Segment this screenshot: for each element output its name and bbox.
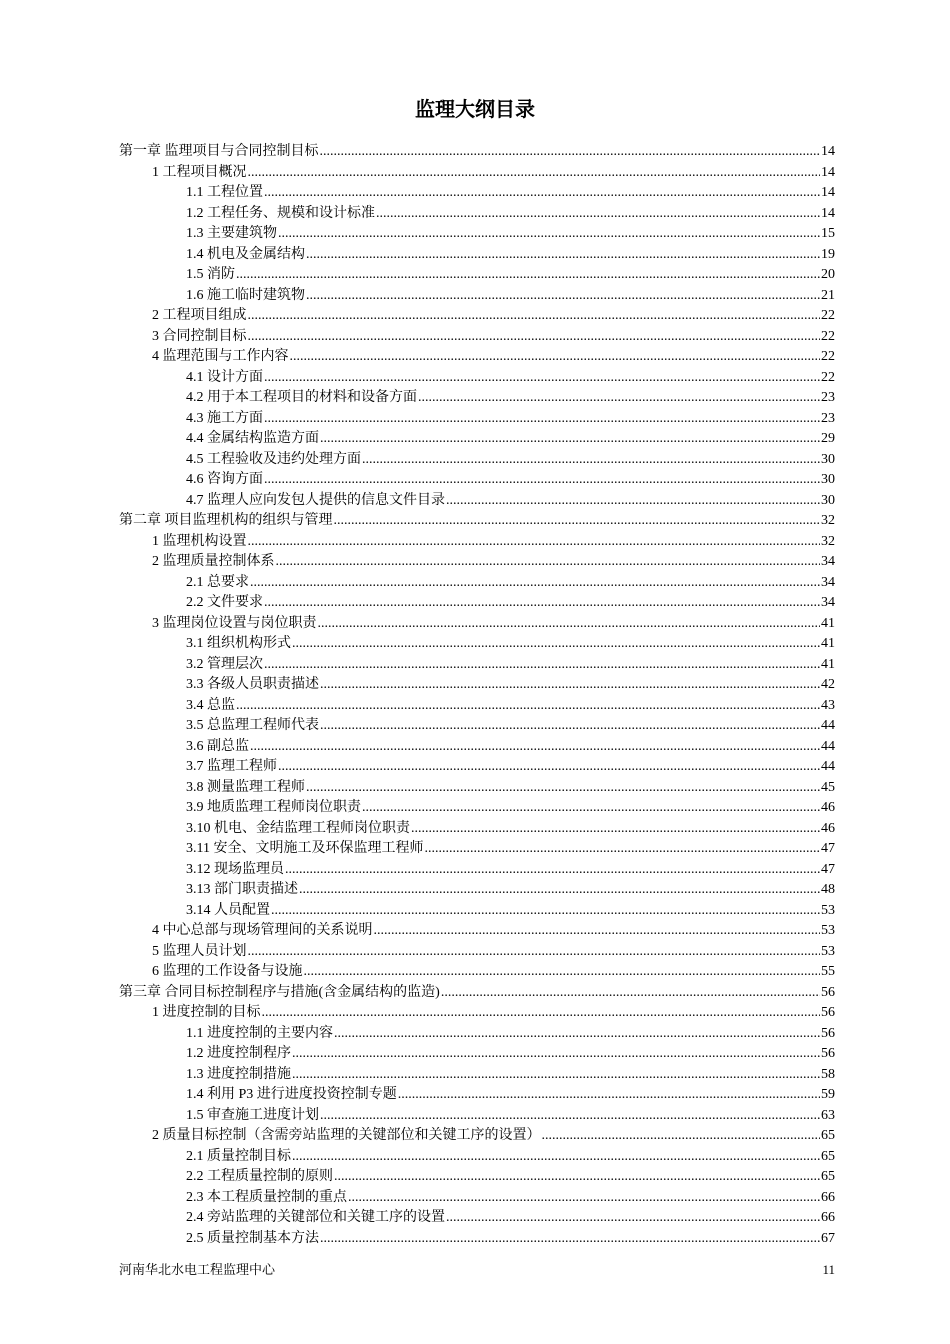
toc-entry-title: 2.1 质量控制目标 — [186, 1148, 291, 1164]
toc-entry-title: 2.1 总要求 — [186, 574, 249, 590]
footer-page-number: 11 — [822, 1262, 835, 1277]
toc-entry-title: 1.3 主要建筑物 — [186, 226, 277, 241]
toc-entry-page: 30 — [821, 472, 835, 487]
toc-entry-page: 56 — [821, 1025, 835, 1041]
toc-entry-title: 2 工程项目组成 — [152, 308, 247, 323]
toc-entry-page: 63 — [821, 1107, 835, 1123]
toc-entry-page: 67 — [821, 1230, 835, 1246]
toc-entry[interactable] — [119, 634, 835, 655]
toc-dot-leader — [320, 675, 820, 696]
toc-entry[interactable] — [119, 347, 835, 368]
page-title: 监理大纲目录 — [415, 97, 535, 121]
toc-entry[interactable] — [119, 696, 835, 717]
toc-entry-title: 3.8 测量监理工程师 — [186, 779, 305, 795]
toc-entry-title: 3.10 机电、金结监理工程师岗位职责 — [186, 820, 410, 836]
toc-entry-title: 1.5 审查施工进度计划 — [186, 1107, 319, 1123]
toc-entry-title: 3.12 现场监理员 — [186, 861, 284, 877]
toc-dot-leader — [248, 942, 821, 963]
toc-entry[interactable] — [119, 1167, 835, 1188]
toc-entry-title: 1 监理机构设置 — [152, 533, 247, 549]
toc-entry[interactable] — [119, 183, 835, 204]
toc-entry-title: 第一章 监理项目与合同控制目标 — [119, 144, 319, 159]
toc-entry[interactable] — [119, 655, 835, 676]
toc-entry-title: 3.11 安全、文明施工及环保监理工程师 — [186, 841, 424, 856]
toc-dot-leader — [248, 163, 821, 184]
toc-entry-page: 23 — [821, 410, 835, 426]
toc-entry[interactable] — [119, 1024, 835, 1045]
toc-entry[interactable] — [119, 860, 835, 881]
toc-entry-title: 1.1 进度控制的主要内容 — [186, 1025, 333, 1041]
toc-dot-leader — [248, 327, 821, 348]
toc-entry-page: 65 — [821, 1169, 835, 1184]
toc-entry-page: 56 — [821, 984, 835, 1000]
toc-dot-leader — [411, 819, 820, 840]
toc-entry-title: 1 进度控制的目标 — [152, 1005, 261, 1020]
toc-entry[interactable] — [119, 1044, 835, 1065]
toc-dot-leader — [306, 778, 820, 799]
toc-dot-leader — [290, 347, 821, 368]
toc-entry[interactable] — [119, 204, 835, 225]
toc-entry[interactable] — [119, 593, 835, 614]
toc-entry-page: 32 — [821, 513, 835, 528]
toc-entry[interactable] — [119, 1208, 835, 1229]
toc-entry[interactable] — [119, 839, 835, 860]
toc-entry-page: 22 — [821, 369, 835, 385]
toc-dot-leader — [285, 860, 820, 881]
toc-dot-leader — [334, 1024, 820, 1045]
toc-dot-leader — [334, 1167, 820, 1188]
toc-dot-leader — [276, 552, 821, 573]
toc-entry-page: 53 — [821, 923, 835, 938]
toc-entry-title: 1.4 机电及金属结构 — [186, 246, 305, 262]
toc-entry-page: 44 — [821, 759, 835, 774]
toc-entry[interactable] — [119, 819, 835, 840]
toc-entry-title: 1.4 利用 P3 进行进度投资控制专题 — [186, 1087, 397, 1102]
toc-dot-leader — [250, 737, 820, 758]
toc-entry[interactable] — [119, 429, 835, 450]
toc-entry-page: 53 — [821, 902, 835, 918]
toc-entry[interactable] — [119, 942, 835, 963]
toc-dot-leader — [264, 593, 820, 614]
toc-entry-title: 2.5 质量控制基本方法 — [186, 1230, 319, 1246]
toc-dot-leader — [320, 716, 820, 737]
toc-entry-page: 56 — [821, 1046, 835, 1061]
toc-dot-leader — [398, 1085, 820, 1106]
toc-entry[interactable] — [119, 757, 835, 778]
toc-entry-page: 14 — [821, 205, 835, 221]
toc-entry-page: 45 — [821, 779, 835, 795]
toc-entry-title: 4.1 设计方面 — [186, 369, 263, 385]
toc-entry-page: 29 — [821, 431, 835, 446]
toc-entry[interactable] — [119, 327, 835, 348]
toc-dot-leader — [418, 388, 820, 409]
toc-entry-title: 4 监理范围与工作内容 — [152, 349, 289, 364]
toc-entry[interactable] — [119, 1065, 835, 1086]
toc-entry[interactable] — [119, 1126, 835, 1147]
toc-entry[interactable] — [119, 1106, 835, 1127]
toc-dot-leader — [362, 798, 820, 819]
toc-entry[interactable] — [119, 470, 835, 491]
toc-entry[interactable] — [119, 1003, 835, 1024]
toc-entry[interactable] — [119, 573, 835, 594]
toc-dot-leader — [292, 1147, 820, 1168]
toc-dot-leader — [320, 142, 821, 163]
toc-entry[interactable] — [119, 245, 835, 266]
toc-entry-title: 3.13 部门职责描述 — [186, 882, 298, 897]
toc-entry[interactable] — [119, 450, 835, 471]
toc-entry[interactable] — [119, 716, 835, 737]
toc-entry-title: 2.2 文件要求 — [186, 595, 263, 610]
toc-dot-leader — [446, 1208, 820, 1229]
toc-entry[interactable] — [119, 163, 835, 184]
toc-entry-page: 19 — [821, 246, 835, 262]
toc-entry-title: 3.6 副总监 — [186, 738, 249, 754]
toc-entry-title: 1.5 消防 — [186, 267, 235, 282]
toc-entry-title: 4.2 用于本工程项目的材料和设备方面 — [186, 390, 417, 405]
toc-dot-leader — [320, 1106, 820, 1127]
footer-organization: 河南华北水电工程监理中心 — [119, 1262, 276, 1277]
toc-entry-title: 4.6 咨询方面 — [186, 472, 263, 487]
table-of-contents — [119, 142, 835, 1249]
toc-entry[interactable] — [119, 286, 835, 307]
toc-dot-leader — [264, 368, 820, 389]
toc-entry-page: 20 — [821, 267, 835, 282]
toc-entry-title: 3 合同控制目标 — [152, 328, 247, 344]
toc-entry[interactable] — [119, 1229, 835, 1250]
toc-dot-leader — [318, 614, 821, 635]
toc-entry-page: 23 — [821, 390, 835, 405]
toc-entry-page: 47 — [821, 861, 835, 877]
toc-entry-title: 第三章 合同目标控制程序与措施(含金属结构的监造) — [119, 984, 440, 1000]
toc-dot-leader — [334, 511, 821, 532]
toc-dot-leader — [446, 491, 820, 512]
toc-entry-title: 3 监理岗位设置与岗位职责 — [152, 615, 317, 631]
toc-entry-page: 22 — [821, 349, 835, 364]
toc-entry-title: 3.14 人员配置 — [186, 902, 270, 918]
toc-entry-page: 65 — [821, 1128, 835, 1143]
toc-entry[interactable] — [119, 265, 835, 286]
toc-entry-page: 14 — [821, 185, 835, 200]
toc-entry[interactable] — [119, 778, 835, 799]
toc-dot-leader — [320, 1229, 820, 1250]
toc-entry-page: 41 — [821, 615, 835, 631]
toc-dot-leader — [441, 983, 820, 1004]
toc-entry[interactable] — [119, 921, 835, 942]
toc-dot-leader — [248, 306, 821, 327]
toc-dot-leader — [236, 696, 820, 717]
toc-entry-page: 55 — [821, 964, 835, 979]
toc-dot-leader — [542, 1126, 821, 1147]
toc-entry-title: 4.7 监理人应向发包人提供的信息文件目录 — [186, 492, 445, 508]
toc-entry-title: 2.4 旁站监理的关键部位和关键工序的设置 — [186, 1210, 445, 1225]
toc-entry[interactable] — [119, 511, 835, 532]
toc-dot-leader — [292, 634, 820, 655]
toc-entry-title: 3.5 总监理工程师代表 — [186, 718, 319, 733]
toc-entry-title: 4.3 施工方面 — [186, 410, 263, 426]
toc-entry-title: 4.5 工程验收及违约处理方面 — [186, 451, 361, 467]
toc-entry[interactable] — [119, 983, 835, 1004]
toc-entry[interactable] — [119, 491, 835, 512]
toc-entry-page: 41 — [821, 656, 835, 672]
toc-entry-title: 1.3 进度控制措施 — [186, 1066, 291, 1082]
toc-entry[interactable] — [119, 388, 835, 409]
toc-entry-page: 56 — [821, 1005, 835, 1020]
toc-dot-leader — [278, 757, 820, 778]
toc-entry-page: 43 — [821, 697, 835, 713]
toc-entry[interactable] — [119, 962, 835, 983]
toc-dot-leader — [271, 901, 820, 922]
toc-entry-title: 1.2 工程任务、规模和设计标准 — [186, 205, 375, 221]
toc-entry-title: 3.9 地质监理工程师岗位职责 — [186, 800, 361, 815]
toc-entry[interactable] — [119, 880, 835, 901]
toc-entry[interactable] — [119, 368, 835, 389]
toc-dot-leader — [262, 1003, 821, 1024]
toc-entry-page: 42 — [821, 677, 835, 692]
toc-entry-title: 4 中心总部与现场管理间的关系说明 — [152, 923, 373, 938]
toc-dot-leader — [376, 204, 820, 225]
toc-dot-leader — [424, 839, 820, 860]
toc-entry-title: 6 监理的工作设备与设施 — [152, 964, 303, 979]
toc-entry-page: 46 — [821, 800, 835, 815]
toc-entry-page: 66 — [821, 1189, 835, 1205]
toc-dot-leader — [292, 1065, 820, 1086]
toc-entry[interactable] — [119, 798, 835, 819]
toc-entry-page: 34 — [821, 574, 835, 590]
toc-entry-page: 59 — [821, 1087, 835, 1102]
toc-entry[interactable] — [119, 142, 835, 163]
toc-entry[interactable] — [119, 1147, 835, 1168]
toc-dot-leader — [306, 245, 820, 266]
toc-dot-leader — [264, 409, 820, 430]
toc-dot-leader — [248, 532, 821, 553]
toc-dot-leader — [304, 962, 821, 983]
toc-entry-page: 22 — [821, 328, 835, 344]
toc-dot-leader — [264, 183, 820, 204]
toc-entry[interactable] — [119, 1188, 835, 1209]
toc-entry-title: 3.7 监理工程师 — [186, 759, 277, 774]
toc-dot-leader — [264, 655, 820, 676]
toc-entry-page: 65 — [821, 1148, 835, 1164]
toc-entry-title: 2.3 本工程质量控制的重点 — [186, 1189, 347, 1205]
toc-entry-title: 第二章 项目监理机构的组织与管理 — [119, 513, 333, 528]
toc-entry[interactable] — [119, 1085, 835, 1106]
toc-entry-title: 1.1 工程位置 — [186, 185, 263, 200]
toc-entry[interactable] — [119, 737, 835, 758]
toc-dot-leader — [236, 265, 820, 286]
toc-entry-page: 30 — [821, 492, 835, 508]
toc-entry-page: 34 — [821, 554, 835, 569]
toc-dot-leader — [348, 1188, 820, 1209]
toc-entry[interactable] — [119, 409, 835, 430]
toc-entry-page: 47 — [821, 841, 835, 856]
toc-entry-title: 3.4 总监 — [186, 697, 235, 713]
toc-dot-leader — [320, 429, 820, 450]
toc-dot-leader — [250, 573, 820, 594]
toc-entry[interactable] — [119, 306, 835, 327]
toc-entry-page: 53 — [821, 943, 835, 959]
toc-dot-leader — [374, 921, 821, 942]
toc-entry-page: 15 — [821, 226, 835, 241]
toc-entry-title: 2.2 工程质量控制的原则 — [186, 1169, 333, 1184]
toc-entry-page: 46 — [821, 820, 835, 836]
toc-entry-page: 14 — [821, 144, 835, 159]
toc-entry-title: 1.6 施工临时建筑物 — [186, 287, 305, 303]
toc-entry[interactable] — [119, 552, 835, 573]
toc-entry-title: 5 监理人员计划 — [152, 943, 247, 959]
toc-entry-page: 22 — [821, 308, 835, 323]
toc-dot-leader — [299, 880, 820, 901]
page-footer — [119, 1262, 835, 1278]
toc-entry[interactable] — [119, 675, 835, 696]
toc-entry-page: 21 — [821, 287, 835, 303]
toc-entry-title: 4.4 金属结构监造方面 — [186, 431, 319, 446]
toc-dot-leader — [292, 1044, 820, 1065]
toc-entry-title: 1.2 进度控制程序 — [186, 1046, 291, 1061]
toc-entry-title: 2 质量目标控制（含需旁站监理的关键部位和关键工序的设置） — [152, 1128, 541, 1143]
toc-dot-leader — [278, 224, 820, 245]
toc-entry-page: 30 — [821, 451, 835, 467]
toc-entry-page: 48 — [821, 882, 835, 897]
toc-entry-page: 14 — [821, 164, 835, 180]
toc-dot-leader — [306, 286, 820, 307]
toc-entry[interactable] — [119, 224, 835, 245]
toc-entry-page: 41 — [821, 636, 835, 651]
toc-entry-page: 44 — [821, 718, 835, 733]
toc-entry-page: 32 — [821, 533, 835, 549]
toc-entry[interactable] — [119, 901, 835, 922]
toc-entry-title: 3.3 各级人员职责描述 — [186, 677, 319, 692]
toc-entry-page: 66 — [821, 1210, 835, 1225]
toc-entry-title: 3.2 管理层次 — [186, 656, 263, 672]
toc-entry-page: 34 — [821, 595, 835, 610]
toc-entry[interactable] — [119, 532, 835, 553]
toc-dot-leader — [362, 450, 820, 471]
toc-entry-title: 3.1 组织机构形式 — [186, 636, 291, 651]
toc-entry[interactable] — [119, 614, 835, 635]
toc-entry-title: 1 工程项目概况 — [152, 164, 247, 180]
toc-entry-title: 2 监理质量控制体系 — [152, 554, 275, 569]
toc-entry-page: 44 — [821, 738, 835, 754]
toc-entry-page: 58 — [821, 1066, 835, 1082]
toc-dot-leader — [264, 470, 820, 491]
